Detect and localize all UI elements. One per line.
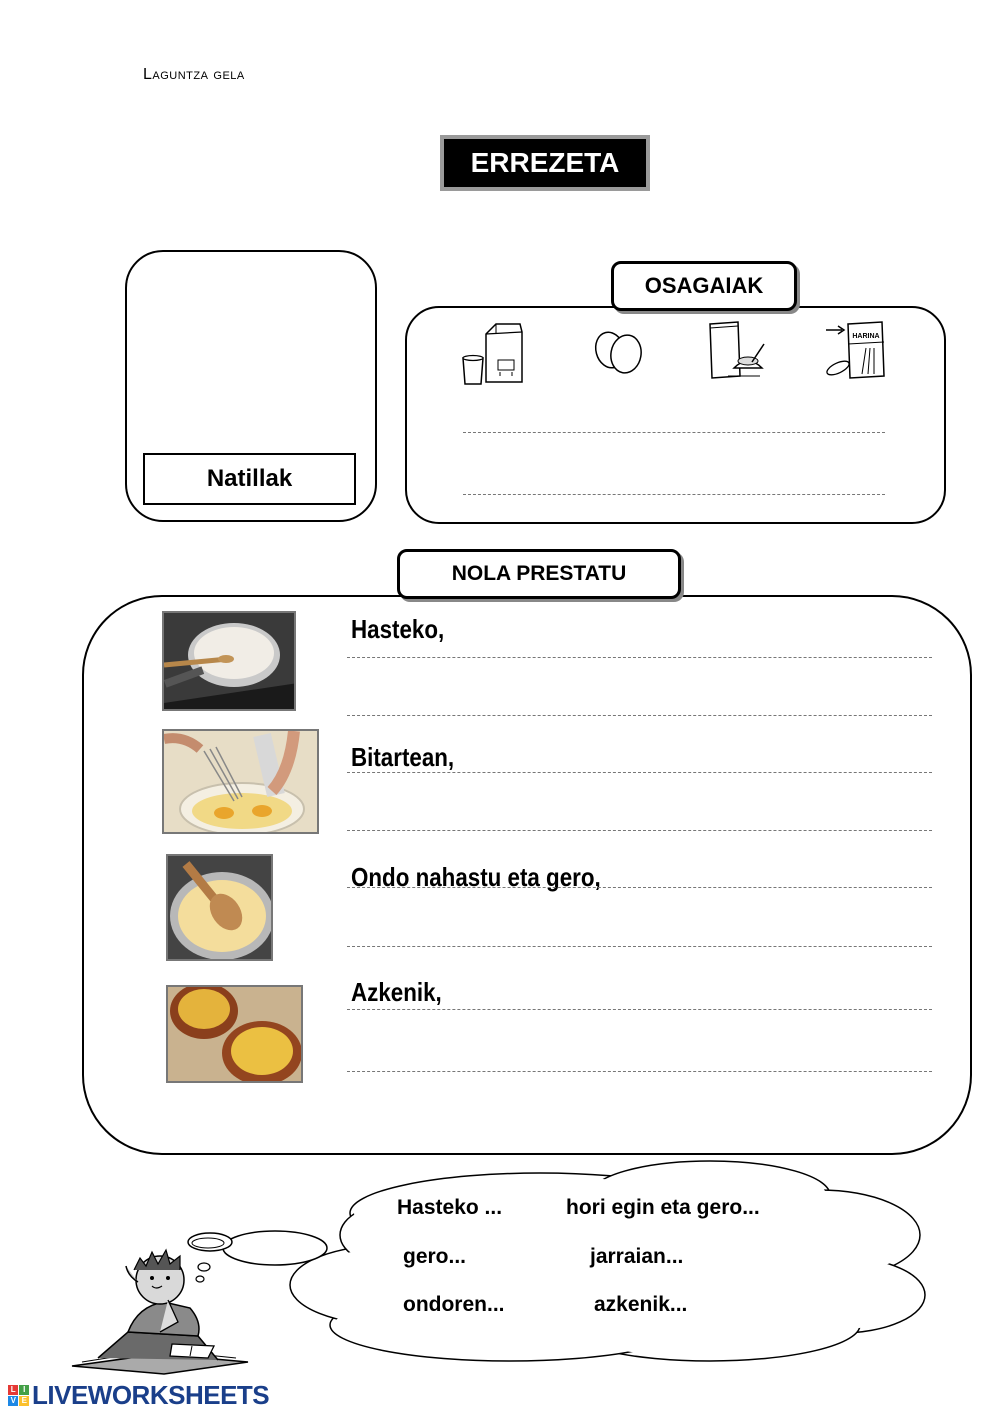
liveworksheets-logo-icon: L I V E	[8, 1385, 29, 1406]
hint-word: gero...	[403, 1245, 467, 1268]
stirring-cream-photo	[166, 854, 273, 961]
eggs-icon	[590, 326, 648, 378]
hint-word: Hasteko ...	[397, 1196, 503, 1219]
step-writing-line[interactable]	[347, 1071, 932, 1072]
recipe-name-box	[143, 453, 356, 505]
liveworksheets-logo-text: LIVEWORKSHEETS	[32, 1380, 270, 1410]
whisking-eggs-photo	[162, 729, 319, 834]
step-writing-line[interactable]	[347, 1009, 932, 1010]
hint-word: jarraian...	[590, 1245, 684, 1268]
step-writing-line[interactable]	[347, 715, 932, 716]
liveworksheets-logo	[8, 1380, 269, 1411]
step-writing-line[interactable]	[347, 946, 932, 947]
ingredients-writing-line-1[interactable]	[463, 432, 885, 433]
thought-cloud	[180, 1155, 950, 1370]
page-title: ERREZETA	[440, 135, 650, 191]
hint-word: azkenik...	[594, 1293, 688, 1316]
step-label: Ondo nahastu eta gero,	[351, 862, 601, 892]
method-heading: NOLA PRESTATU	[397, 549, 681, 599]
ingredients-heading: OSAGAIAK	[611, 261, 797, 311]
step-writing-line[interactable]	[347, 887, 932, 888]
ingredients-writing-line-2[interactable]	[463, 494, 885, 495]
step-writing-line[interactable]	[347, 772, 932, 773]
school-label: Laguntza gela	[143, 66, 245, 83]
flour-bag-icon	[822, 318, 890, 382]
step-label: Bitartean,	[351, 742, 455, 772]
flour-bag-text: HARINA	[852, 333, 880, 340]
step-label: Hasteko,	[351, 614, 445, 644]
step-label: Azkenik,	[351, 977, 442, 1007]
thinking-student-illustration	[68, 1236, 253, 1376]
milk-carton-glass-icon	[458, 320, 530, 388]
step-writing-line[interactable]	[347, 830, 932, 831]
hint-word: ondoren...	[403, 1293, 505, 1316]
step-writing-line[interactable]	[347, 657, 932, 658]
custard-bowls-photo	[166, 985, 303, 1083]
recipe-name: Natillak	[206, 465, 293, 492]
milk-heating-photo	[162, 611, 296, 711]
sugar-bag-icon	[704, 318, 768, 382]
hint-word: hori egin eta gero...	[566, 1196, 760, 1219]
